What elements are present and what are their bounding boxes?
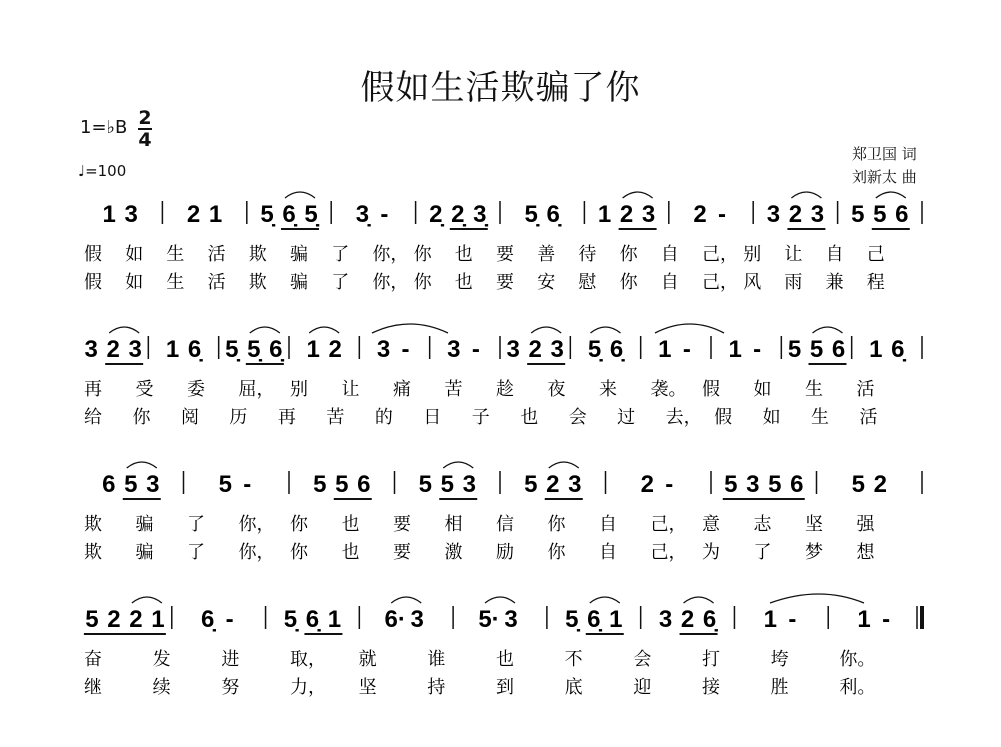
lyric-syllable: 生 bbox=[805, 379, 823, 400]
lyric-syllable: 梦 bbox=[805, 542, 823, 563]
lyric-syllable: 不 bbox=[564, 649, 583, 670]
lyric-syllable: 骗 bbox=[290, 272, 308, 293]
note-numeral: 5 bbox=[335, 471, 349, 498]
time-signature-bottom: 4 bbox=[138, 129, 152, 151]
lyric-syllable: 历 bbox=[229, 407, 248, 428]
note-numeral: 5̣ bbox=[225, 336, 239, 363]
note-numeral: 5 bbox=[787, 336, 802, 363]
lyric-syllable: 让 bbox=[784, 244, 803, 265]
lyric-syllable: 意 bbox=[702, 514, 720, 535]
note-numeral: 5̣ bbox=[283, 606, 298, 633]
note-numeral: 6̣ bbox=[200, 606, 215, 633]
lyric-syllable: 活 bbox=[859, 407, 878, 428]
lyric-syllable: 到 bbox=[496, 677, 514, 698]
slur-arc bbox=[591, 327, 621, 333]
note-numeral: 1 bbox=[597, 201, 612, 228]
lyric-syllable: 信 bbox=[496, 514, 514, 535]
note-numeral: 2 bbox=[129, 606, 143, 633]
lyric-syllable: 假 bbox=[702, 379, 720, 400]
lyric-syllable: 再 bbox=[277, 407, 296, 428]
note-numeral: 2 bbox=[680, 606, 695, 633]
lyric-syllable: 你 bbox=[547, 514, 566, 535]
lyric-syllable: 了 bbox=[187, 514, 205, 535]
slur-arc bbox=[531, 327, 561, 333]
lyric-syllable: 善 bbox=[537, 244, 556, 265]
note-numeral: 3 bbox=[128, 336, 142, 363]
note-numeral: 5 bbox=[851, 471, 865, 498]
lyric-syllable: 坚 bbox=[805, 514, 823, 535]
note-numeral: 6̣ bbox=[305, 606, 320, 633]
note-numeral: 1 bbox=[857, 606, 871, 633]
note-numeral: 5̣ bbox=[247, 336, 261, 363]
note-numeral: 5 bbox=[218, 471, 232, 498]
lyric-syllable: 苦 bbox=[444, 379, 463, 400]
dash-note: - bbox=[753, 336, 762, 363]
dash-note: - bbox=[788, 606, 797, 633]
note-numeral: 3̣ bbox=[355, 201, 370, 228]
note-numeral: 5 bbox=[313, 471, 327, 498]
lyric-syllable: 去， bbox=[665, 407, 702, 428]
note-numeral: 6̣ bbox=[891, 336, 905, 363]
lyric-syllable: 也 bbox=[454, 244, 473, 265]
lyric-syllable: 接 bbox=[702, 677, 720, 698]
note-numeral: 2 bbox=[106, 336, 120, 363]
slur-arc bbox=[391, 597, 421, 603]
lyric-syllable: 委 bbox=[187, 379, 205, 400]
lyric-syllable: 程 bbox=[866, 272, 885, 293]
note-numeral: 3 bbox=[462, 471, 476, 498]
lyric-syllable: 垮 bbox=[770, 649, 789, 670]
lyric-syllable: 你， bbox=[372, 272, 409, 293]
note-numeral: 2 bbox=[640, 471, 654, 498]
lyric-syllable: 强 bbox=[856, 514, 875, 535]
composer-credit: 刘新太 曲 bbox=[852, 168, 917, 186]
lyric-syllable: 兼 bbox=[825, 272, 844, 293]
lyric-syllable: 风 bbox=[743, 272, 762, 293]
lyric-syllable: 想 bbox=[856, 542, 875, 563]
note-numeral: 3 bbox=[124, 201, 138, 228]
lyric-syllable: 也 bbox=[454, 272, 473, 293]
lyric-syllable: 生 bbox=[811, 407, 830, 428]
lyric-syllable: 痛 bbox=[393, 379, 411, 400]
lyric-syllable: 别 bbox=[743, 244, 762, 265]
lyric-syllable: 也 bbox=[496, 649, 514, 670]
lyric-syllable: 你 bbox=[413, 244, 432, 265]
note-numeral: 3 bbox=[146, 471, 160, 498]
lyric-syllable: 志 bbox=[753, 514, 772, 535]
key-signature: 1=♭B bbox=[80, 117, 128, 138]
note-numeral: 2 bbox=[873, 471, 887, 498]
dash-note: - bbox=[243, 471, 252, 498]
lyric-syllable: 让 bbox=[341, 379, 360, 400]
note-numeral: 5 bbox=[851, 201, 865, 228]
lyric-syllable: 迎 bbox=[633, 677, 652, 698]
lyric-syllable: 你， bbox=[238, 514, 275, 535]
note-numeral: 1 bbox=[327, 606, 342, 633]
lyric-syllable: 生 bbox=[166, 272, 185, 293]
lyric-syllable: 生 bbox=[166, 244, 185, 265]
note-numeral: 1 bbox=[208, 201, 223, 228]
lyric-syllable: 发 bbox=[152, 649, 171, 670]
note-numeral: 3 bbox=[410, 606, 424, 633]
note-numeral: 5̣ bbox=[304, 201, 318, 228]
note-numeral: 1 bbox=[869, 336, 883, 363]
lyric-syllable: 如 bbox=[762, 407, 781, 428]
note-numeral: 3 bbox=[766, 201, 781, 228]
note-numeral: 5 bbox=[724, 471, 738, 498]
lyric-syllable: 己， bbox=[650, 542, 687, 563]
lyric-syllable: 了 bbox=[331, 272, 350, 293]
slur-arc bbox=[485, 597, 515, 603]
lyric-syllable: 继 bbox=[84, 677, 102, 698]
lyric-syllable: 受 bbox=[135, 379, 154, 400]
lyric-syllable: 的 bbox=[374, 407, 393, 428]
slur-arc bbox=[250, 327, 280, 333]
note-numeral: 5 bbox=[124, 471, 138, 498]
tempo-marking: ♩=100 bbox=[78, 162, 127, 180]
note-numeral: 3 bbox=[746, 471, 760, 498]
lyric-syllable: 夜 bbox=[547, 379, 566, 400]
note-numeral: 3 bbox=[658, 606, 673, 633]
slur-arc bbox=[109, 327, 139, 333]
lyric-syllable: 胜 bbox=[770, 677, 789, 698]
note-numeral: 5 bbox=[85, 606, 99, 633]
note-numeral: 5 bbox=[873, 201, 887, 228]
note-numeral: 6̣ bbox=[269, 336, 283, 363]
lyric-syllable: 会 bbox=[568, 407, 587, 428]
lyric-syllable: 你， bbox=[238, 542, 275, 563]
note-numeral: 6̣ bbox=[282, 201, 296, 228]
note-numeral: 6̣ bbox=[702, 606, 717, 633]
note-numeral: 3̣ bbox=[473, 201, 487, 228]
lyric-syllable: 激 bbox=[444, 542, 463, 563]
note-numeral: 3 bbox=[504, 606, 518, 633]
lyric-syllable: 你 bbox=[547, 542, 566, 563]
lyric-syllable: 自 bbox=[825, 244, 844, 265]
note-numeral: 2̣ bbox=[451, 201, 465, 228]
note-numeral: 5̣ bbox=[260, 201, 274, 228]
lyric-syllable: 待 bbox=[578, 244, 597, 265]
note-numeral: 2 bbox=[186, 201, 201, 228]
lyric-syllable: 如 bbox=[125, 272, 144, 293]
note-numeral: 5̣ bbox=[587, 336, 602, 363]
note-numeral: 5̣ bbox=[524, 201, 538, 228]
lyric-syllable: 雨 bbox=[784, 272, 803, 293]
lyric-syllable: 再 bbox=[84, 379, 102, 400]
lyric-syllable: 慰 bbox=[578, 272, 597, 293]
note-numeral: 6 bbox=[831, 336, 846, 363]
lyric-syllable: 苦 bbox=[326, 407, 345, 428]
tie-arc bbox=[770, 594, 864, 603]
note-numeral: 2 bbox=[693, 201, 707, 228]
lyric-syllable: 假 bbox=[84, 244, 102, 265]
lyric-syllable: 要 bbox=[496, 244, 514, 265]
note-numeral: 3 bbox=[641, 201, 656, 228]
dash-note: - bbox=[380, 201, 389, 228]
note-numeral: 5̣ bbox=[565, 606, 579, 633]
lyric-syllable: 自 bbox=[599, 542, 617, 563]
slur-arc bbox=[127, 462, 157, 468]
note-numeral: 6̣ bbox=[587, 606, 601, 633]
dash-note: - bbox=[718, 201, 726, 228]
lyric-syllable: 你， bbox=[372, 244, 409, 265]
dash-note: - bbox=[882, 606, 891, 633]
lyric-syllable: 也 bbox=[341, 542, 360, 563]
lyric-syllable: 你 bbox=[132, 407, 151, 428]
lyric-syllable: 欺 bbox=[84, 514, 102, 535]
note-numeral: 6̣ bbox=[609, 336, 624, 363]
slur-arc bbox=[813, 327, 843, 333]
lyric-syllable: 也 bbox=[341, 514, 360, 535]
dash-note: - bbox=[401, 336, 410, 363]
lyric-syllable: 为 bbox=[702, 542, 720, 563]
lyric-syllable: 会 bbox=[633, 649, 652, 670]
lyric-syllable: 欺 bbox=[84, 542, 102, 563]
lyric-syllable: 给 bbox=[84, 407, 102, 428]
lyric-syllable: 如 bbox=[753, 379, 772, 400]
lyric-syllable: 己 bbox=[866, 244, 885, 265]
note-numeral: 2 bbox=[788, 201, 803, 228]
lyric-syllable: 自 bbox=[660, 244, 679, 265]
note-numeral: 5 bbox=[440, 471, 454, 498]
lyric-syllable: 你 bbox=[619, 272, 638, 293]
note-numeral: 2 bbox=[328, 336, 342, 363]
note-numeral: 1 bbox=[763, 606, 778, 633]
slur-arc bbox=[623, 192, 653, 198]
note-numeral: 3 bbox=[84, 336, 98, 363]
lyric-syllable: 坚 bbox=[358, 677, 377, 698]
note-numeral: 2 bbox=[107, 606, 121, 633]
lyric-syllable: 阅 bbox=[180, 407, 199, 428]
note-numeral: 2 bbox=[546, 471, 560, 498]
slur-arc bbox=[684, 597, 714, 603]
note-numeral: 2 bbox=[528, 336, 542, 363]
dash-note: - bbox=[471, 336, 480, 363]
lyric-syllable: 假 bbox=[714, 407, 733, 428]
note-numeral: 6 bbox=[102, 471, 116, 498]
lyric-syllable: 你 bbox=[619, 244, 638, 265]
dash-note: - bbox=[665, 471, 674, 498]
lyric-syllable: 持 bbox=[427, 677, 446, 698]
lyricist-credit: 郑卫国 词 bbox=[852, 145, 917, 163]
slur-arc bbox=[876, 192, 906, 198]
slur-arc bbox=[132, 597, 162, 603]
song-title: 假如生活欺骗了你 bbox=[360, 68, 641, 108]
note-numeral: 1 bbox=[728, 336, 742, 363]
lyric-syllable: 骗 bbox=[135, 514, 154, 535]
note-numeral: 1 bbox=[306, 336, 320, 363]
note-numeral: 6· bbox=[384, 606, 406, 633]
dash-note: - bbox=[682, 336, 691, 363]
lyric-syllable: 了 bbox=[187, 542, 205, 563]
slur-arc bbox=[309, 327, 339, 333]
lyric-syllable: 自 bbox=[660, 272, 679, 293]
note-numeral: 1 bbox=[102, 201, 116, 228]
slur-arc bbox=[549, 462, 579, 468]
lyric-syllable: 活 bbox=[207, 244, 226, 265]
note-numeral: 5 bbox=[418, 471, 432, 498]
note-numeral: 1 bbox=[165, 336, 180, 363]
note-numeral: 3 bbox=[376, 336, 391, 363]
lyric-syllable: 续 bbox=[152, 677, 171, 698]
note-numeral: 5 bbox=[809, 336, 824, 363]
lyric-syllable: 己， bbox=[650, 514, 687, 535]
lyric-syllable: 利。 bbox=[839, 677, 876, 698]
slur-arc bbox=[791, 192, 821, 198]
note-numeral: 3 bbox=[568, 471, 582, 498]
lyric-syllable: 你 bbox=[413, 272, 432, 293]
lyric-syllable: 要 bbox=[496, 272, 514, 293]
lyric-syllable: 骗 bbox=[290, 244, 308, 265]
note-numeral: 6 bbox=[895, 201, 909, 228]
lyric-syllable: 欺 bbox=[248, 272, 267, 293]
lyric-syllable: 谁 bbox=[427, 649, 446, 670]
lyric-syllable: 打 bbox=[702, 649, 720, 670]
note-numeral: 2 bbox=[619, 201, 634, 228]
lyric-syllable: 安 bbox=[537, 272, 556, 293]
slur-arc bbox=[285, 192, 315, 198]
note-numeral: 6 bbox=[357, 471, 371, 498]
note-numeral: 5 bbox=[768, 471, 782, 498]
lyric-syllable: 力， bbox=[290, 677, 326, 698]
lyric-syllable: 取， bbox=[290, 649, 326, 670]
lyric-syllable: 相 bbox=[444, 514, 463, 535]
lyric-syllable: 也 bbox=[520, 407, 539, 428]
lyric-syllable: 骗 bbox=[135, 542, 154, 563]
slur-arc bbox=[590, 597, 620, 603]
note-numeral: 3 bbox=[447, 336, 461, 363]
lyric-syllable: 励 bbox=[496, 542, 514, 563]
lyric-syllable: 来 bbox=[599, 379, 617, 400]
note-numeral: 3 bbox=[550, 336, 564, 363]
lyric-syllable: 你 bbox=[290, 514, 308, 535]
lyric-syllable: 己， bbox=[702, 272, 738, 293]
lyric-syllable: 日 bbox=[423, 407, 442, 428]
note-numeral: 6̣ bbox=[546, 201, 560, 228]
time-signature-top: 2 bbox=[138, 107, 152, 129]
lyric-syllable: 己， bbox=[702, 244, 738, 265]
tie-arc bbox=[372, 324, 448, 333]
lyric-syllable: 奋 bbox=[84, 649, 102, 670]
lyric-syllable: 进 bbox=[221, 649, 240, 670]
lyric-syllable: 如 bbox=[125, 244, 144, 265]
lyric-syllable: 自 bbox=[599, 514, 617, 535]
lyric-syllable: 屈， bbox=[238, 379, 275, 400]
note-numeral: 5 bbox=[524, 471, 538, 498]
lyric-syllable: 过 bbox=[617, 407, 636, 428]
lyric-syllable: 活 bbox=[207, 272, 226, 293]
lyric-syllable: 活 bbox=[856, 379, 875, 400]
lyric-syllable: 要 bbox=[393, 542, 411, 563]
lyric-syllable: 底 bbox=[564, 677, 583, 698]
lyric-syllable: 你。 bbox=[839, 649, 876, 670]
lyric-syllable: 欺 bbox=[248, 244, 267, 265]
note-numeral: 1 bbox=[609, 606, 623, 633]
note-numeral: 6̣ bbox=[187, 336, 202, 363]
lyric-syllable: 了 bbox=[753, 542, 772, 563]
note-numeral: 3 bbox=[810, 201, 825, 228]
lyric-syllable: 就 bbox=[358, 649, 377, 670]
dash-note: - bbox=[225, 606, 234, 633]
tie-arc bbox=[655, 324, 724, 333]
note-numeral: 2̣ bbox=[429, 201, 443, 228]
lyric-syllable: 了 bbox=[331, 244, 350, 265]
lyric-syllable: 别 bbox=[290, 379, 308, 400]
lyric-syllable: 子 bbox=[471, 407, 490, 428]
lyric-syllable: 你 bbox=[290, 542, 308, 563]
lyric-syllable: 袭。 bbox=[650, 379, 687, 400]
note-numeral: 3 bbox=[506, 336, 520, 363]
note-numeral: 1 bbox=[658, 336, 672, 363]
note-numeral: 5· bbox=[478, 606, 500, 633]
lyric-syllable: 努 bbox=[221, 677, 240, 698]
note-numeral: 1 bbox=[151, 606, 165, 633]
lyric-syllable: 要 bbox=[393, 514, 411, 535]
lyric-syllable: 假 bbox=[84, 272, 102, 293]
lyric-syllable: 趁 bbox=[496, 379, 514, 400]
slur-arc bbox=[443, 462, 473, 468]
note-numeral: 6 bbox=[790, 471, 804, 498]
